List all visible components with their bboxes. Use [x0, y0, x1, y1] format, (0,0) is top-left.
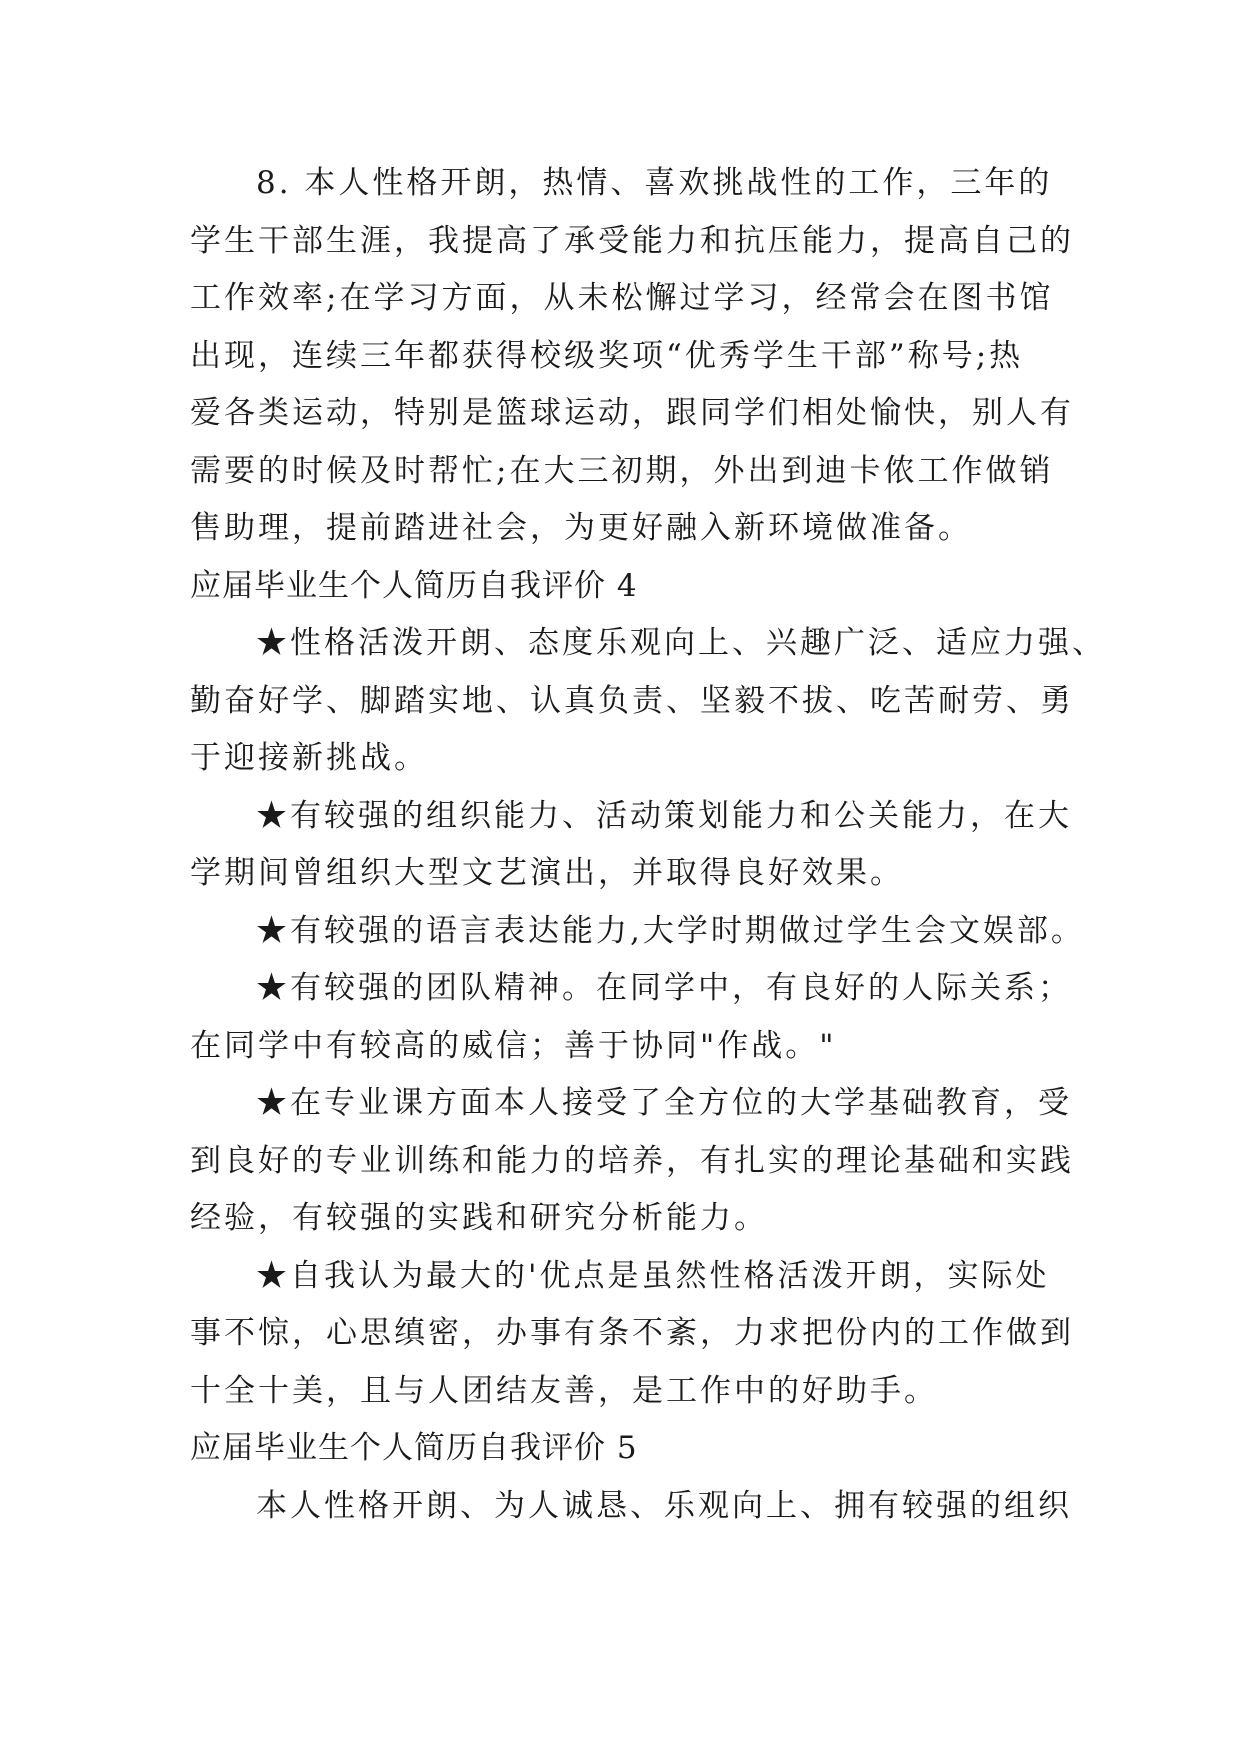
text-line: 在同学中有较高的威信；善于协同"作战。" — [190, 1027, 837, 1064]
text-line: ★性格活泼开朗、态度乐观向上、兴趣广泛、适应力强、 — [256, 625, 1106, 661]
text-line: ★有较强的语言表达能力,大学时期做过学生会文娱部。 — [256, 912, 1085, 949]
bullet-paragraph — [190, 788, 1072, 903]
text-line: 本人性格开朗、为人诚恳、乐观向上、拥有较强的组织 — [256, 1487, 1072, 1524]
text-line: 于迎接新挑战。 — [190, 740, 428, 776]
text-line: ★有较强的组织能力、活动策划能力和公关能力，在大 — [256, 797, 1072, 834]
bullet-paragraph — [190, 1075, 1074, 1248]
text-line: ★自我认为最大的'优点是虽然性格活泼开朗，实际处 — [256, 1257, 1050, 1294]
text-line: 十全十美，且与人团结友善，是工作中的好助手。 — [190, 1372, 938, 1409]
text-line: 售助理，提前踏进社会，为更好融入新环境做准备。 — [190, 510, 972, 546]
section-heading-4: 应届毕业生个人简历自我评价 4 — [190, 567, 638, 604]
paragraph-item-8 — [190, 155, 1074, 558]
bullet-paragraph — [190, 615, 1106, 788]
text-line: 事不惊，心思缜密，办事有条不紊，力求把份内的工作做到 — [190, 1315, 1074, 1351]
text-line: ★在专业课方面本人接受了全方位的大学基础教育，受 — [256, 1085, 1072, 1121]
text-line: 学生干部生涯，我提高了承受能力和抗压能力，提高自己的 — [190, 222, 1074, 259]
text-line: 出现，连续三年都获得校级奖项“优秀学生干部”称号;热 — [190, 337, 1024, 374]
bullet-paragraph — [190, 1248, 1074, 1421]
text-line: 8. 本人性格开朗，热情、喜欢挑战性的工作，三年的 — [256, 165, 1053, 201]
document-body — [190, 155, 1106, 1535]
text-line: 工作效率;在学习方面，从未松懈过学习，经常会在图书馆 — [190, 280, 1054, 316]
bullet-paragraph — [190, 903, 1085, 961]
bullet-paragraph — [190, 960, 1072, 1075]
text-line: 到良好的专业训练和能力的培养，有扎实的理论基础和实践 — [190, 1142, 1074, 1179]
paragraph — [190, 1478, 1072, 1536]
text-line: 经验，有较强的实践和研究分析能力。 — [190, 1200, 768, 1236]
text-line: 学期间曾组织大型文艺演出，并取得良好效果。 — [190, 855, 904, 891]
text-line: 需要的时候及时帮忙;在大三初期，外出到迪卡侬工作做销 — [190, 452, 1054, 489]
text-line: 勤奋好学、脚踏实地、认真负责、坚毅不拔、吃苦耐劳、勇 — [190, 682, 1074, 719]
text-line: 爱各类运动，特别是篮球运动，跟同学们相处愉快，别人有 — [190, 395, 1074, 431]
text-line: ★有较强的团队精神。在同学中，有良好的人际关系； — [256, 970, 1072, 1006]
section-heading-5: 应届毕业生个人简历自我评价 5 — [190, 1430, 638, 1466]
